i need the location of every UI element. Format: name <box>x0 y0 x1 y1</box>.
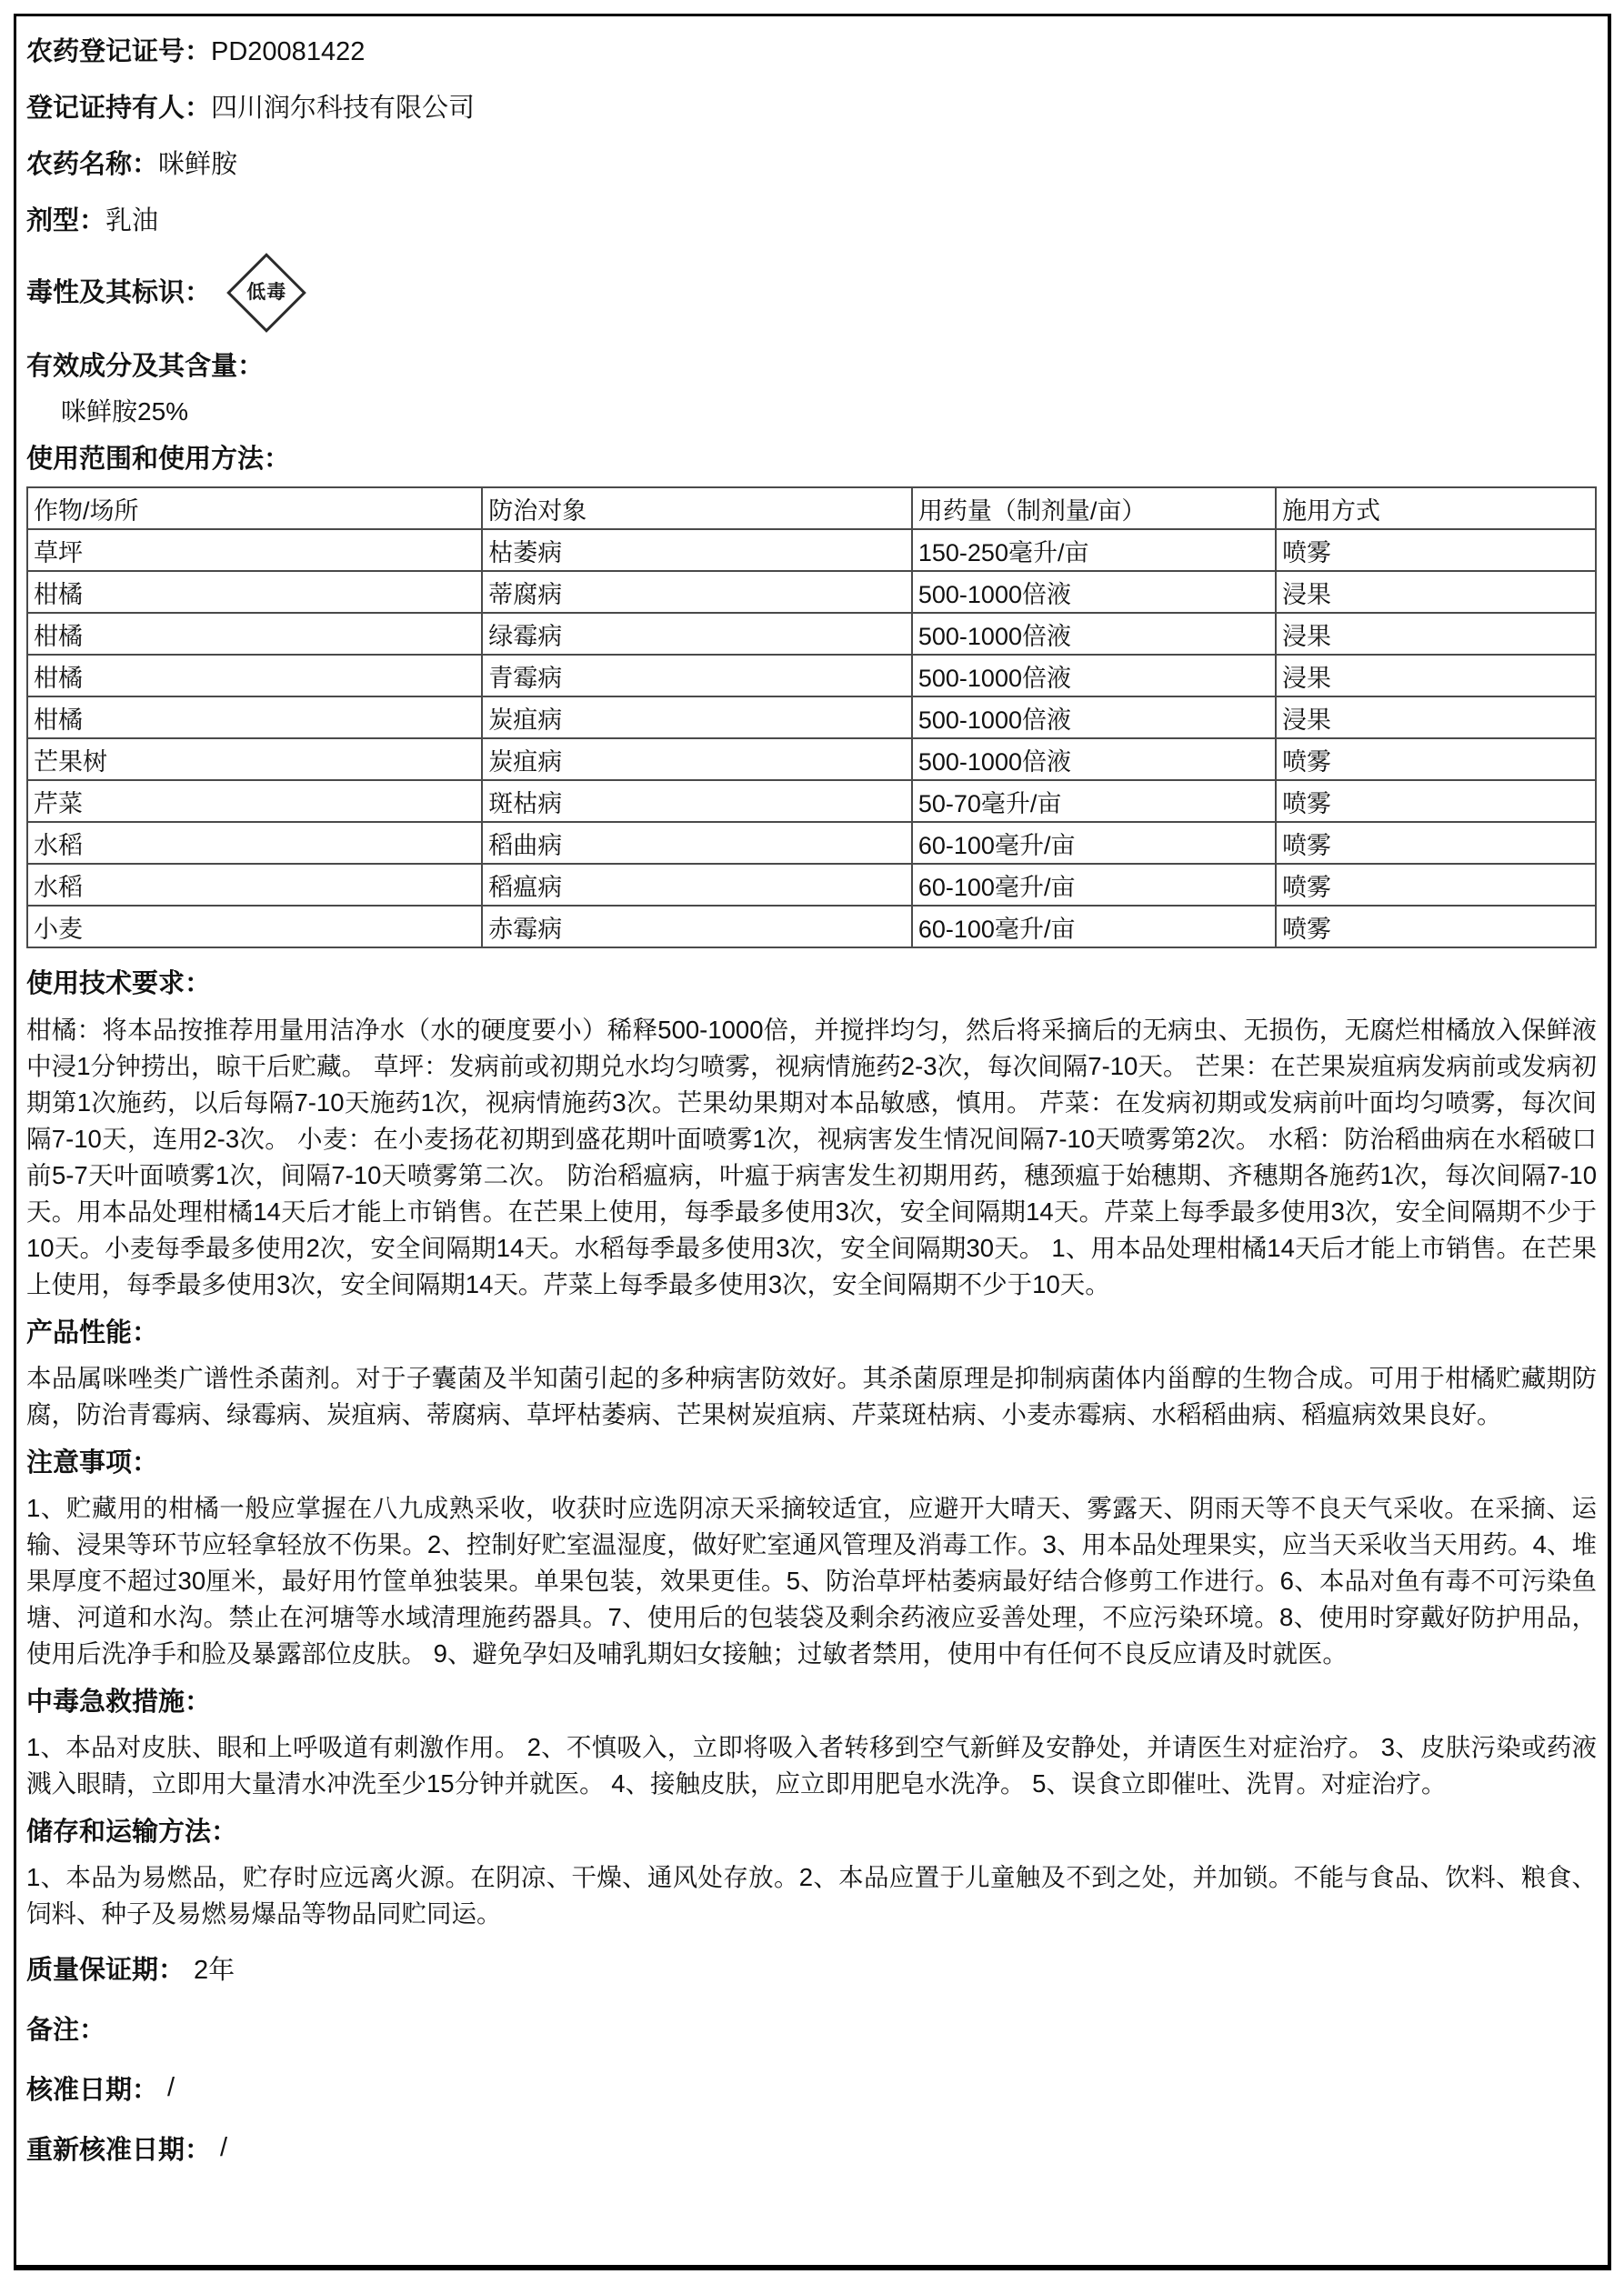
approval-date-label: 核准日期： <box>26 2075 159 2105</box>
reapproval-date-row <box>26 2118 1597 2178</box>
table-row <box>27 655 1596 696</box>
table-row <box>27 822 1596 864</box>
holder-label: 登记证持有人： <box>26 93 212 123</box>
precautions-text: 1、贮藏用的柑橘一般应掌握在八九成熟采收，收获时应选阴凉天采摘较适宜，应避开大晴天、雾露天、阴雨天等不良天气采收。在采摘、运输、浸果等环节应轻拿轻放不伤果。2、控制好贮室温湿度，做好贮室通风管理及消毒工作。3、用本品处理果实，应当天采收当天用药。4、堆果厚度不超过30厘米，最好用竹筐单独装果。单果包装，效果更佳。5、防治草坪枯萎病最好结合修剪工作进行。6、本品对鱼有毒不可污染鱼塘、河道和水沟。禁止在河塘等水域清理施药器具。7、使用后的包装袋及剩余药液应妥善处理，不应污染环境。8、使用时穿戴好防护用品，使用后洗净手和脸及暴露部位皮肤。 9、避免孕妇及哺乳期妇女接触；过敏者禁用，使用中有任何不良反应请及时就医。 <box>26 1493 1597 1668</box>
approval-date-value: / <box>167 2072 175 2102</box>
technical-requirements-text: 柑橘：将本品按推荐用量用洁净水（水的硬度要小）稀释500-1000倍，并搅拌均匀，然后将采摘后的无病虫、无损伤，无腐烂柑橘放入保鲜液中浸1分钟捞出，晾干后贮藏。 草坪：发病前或初期兑水均匀喷雾，视病情施药2-3次，每次间隔7-10天。 芒果：在芒果炭疽病发病前或发病初期第1次施药，以后每隔7-10天施药1次，视病情施药3次。芒果幼果期对本品敏感，慎用。 芹菜：在发病初期或发病前叶面均匀喷雾，每次间隔7-10天，连用2-3次。 小麦：在小麦扬花初期到盛花期叶面喷雾1次，视病害发生情况间隔7-10天喷雾第2次。 水稻：防治稻曲病在水稻破口前5-7天叶面喷雾1次，间隔7-10天喷雾第二次。 防治稻瘟病，叶瘟于病害发生初期用药，穗颈瘟于始穗期、齐穗期各施药1次，每次间隔7-10天。用本品处理柑橘14天后才能上市销售。在芒果上使用，每季最多使用3次，安全间隔期14天。芹菜上每季最多使用3次，安全间隔期不少于10天。小麦每季最多使用2次，安全间隔期14天。水稻每季最多使用3次，安全间隔期30天。 1、用本品处理柑橘14天后才能上市销售。在芒果上使用，每季最多使用3次，安全间隔期14天。芹菜上每季最多使用3次，安全间隔期不少于10天。 <box>26 1015 1597 1298</box>
reapproval-date-value: / <box>220 2132 228 2162</box>
cell-target: 蒂腐病 <box>482 571 912 613</box>
cell-crop: 水稻 <box>27 822 482 864</box>
usage-scope-heading: 使用范围和使用方法： <box>26 445 291 475</box>
cell-crop: 芒果树 <box>27 738 482 780</box>
product-performance-heading: 产品性能： <box>26 1317 159 1347</box>
registration-number-label: 农药登记证号： <box>26 36 212 66</box>
cell-method: 喷雾 <box>1276 906 1596 947</box>
table-row <box>27 906 1596 947</box>
cell-method: 浸果 <box>1276 696 1596 738</box>
cell-method: 浸果 <box>1276 655 1596 696</box>
col-header-method: 施用方式 <box>1276 487 1596 529</box>
table-row <box>27 696 1596 738</box>
cell-dosage: 500-1000倍液 <box>912 571 1276 613</box>
table-row <box>27 864 1596 906</box>
cell-method: 浸果 <box>1276 613 1596 655</box>
warranty-label: 质量保证期： <box>26 1955 185 1985</box>
cell-method: 喷雾 <box>1276 738 1596 780</box>
cell-target: 炭疽病 <box>482 738 912 780</box>
formulation-label: 剂型： <box>26 205 106 235</box>
cell-dosage: 60-100毫升/亩 <box>912 822 1276 864</box>
holder-row <box>26 80 1597 136</box>
cell-method: 喷雾 <box>1276 822 1596 864</box>
cell-dosage: 500-1000倍液 <box>912 696 1276 738</box>
remarks-label: 备注： <box>26 2015 106 2045</box>
toxicity-label: 毒性及其标识： <box>26 277 212 307</box>
cell-method: 浸果 <box>1276 571 1596 613</box>
storage-transport-text: 1、本品为易燃品，贮存时应远离火源。在阴凉、干燥、通风处存放。2、本品应置于儿童触及不到之处，并加锁。不能与食品、饮料、粮食、饲料、种子及易燃易爆品等物品同贮同运。 <box>26 1863 1597 1928</box>
cell-dosage: 500-1000倍液 <box>912 655 1276 696</box>
storage-transport-heading: 储存和运输方法： <box>26 1818 238 1848</box>
approval-date-row <box>26 2058 1597 2118</box>
table-row <box>27 571 1596 613</box>
technical-requirements-heading: 使用技术要求： <box>26 969 212 999</box>
cell-dosage: 150-250毫升/亩 <box>912 529 1276 571</box>
table-row <box>27 738 1596 780</box>
col-header-target: 防治对象 <box>482 487 912 529</box>
remarks-row <box>26 1998 1597 2058</box>
cell-target: 绿霉病 <box>482 613 912 655</box>
toxicity-badge-text: 低毒 <box>246 282 287 304</box>
cell-crop: 草坪 <box>27 529 482 571</box>
pesticide-name-row <box>26 136 1597 193</box>
table-row <box>27 780 1596 822</box>
first-aid-text: 1、本品对皮肤、眼和上呼吸道有刺激作用。 2、不慎吸入，立即将吸入者转移到空气新鲜及安静处，并请医生对症治疗。 3、皮肤污染或药液溅入眼睛，立即用大量清水冲洗至少15分钟并就医。 4、接触皮肤，应立即用肥皂水洗净。 5、误食立即催吐、洗胃。对症治疗。 <box>26 1733 1597 1798</box>
usage-table <box>26 486 1597 948</box>
cell-target: 斑枯病 <box>482 780 912 822</box>
usage-table-header-row <box>27 487 1596 529</box>
cell-target: 赤霉病 <box>482 906 912 947</box>
registration-number-row <box>26 24 1597 80</box>
cell-method: 喷雾 <box>1276 864 1596 906</box>
formulation-value: 乳油 <box>105 205 159 235</box>
col-header-dosage: 用药量（制剂量/亩） <box>912 487 1276 529</box>
cell-crop: 柑橘 <box>27 571 482 613</box>
cell-method: 喷雾 <box>1276 780 1596 822</box>
table-row <box>27 613 1596 655</box>
holder-value: 四川润尔科技有限公司 <box>211 93 476 123</box>
cell-crop: 柑橘 <box>27 696 482 738</box>
formulation-row <box>26 193 1597 249</box>
reapproval-date-label: 重新核准日期： <box>26 2135 212 2165</box>
col-header-crop: 作物/场所 <box>27 487 482 529</box>
registration-number-value: PD20081422 <box>211 36 366 66</box>
toxicity-row <box>26 249 1597 336</box>
cell-crop: 水稻 <box>27 864 482 906</box>
pesticide-label-document <box>14 14 1611 2270</box>
product-performance-text: 本品属咪唑类广谱性杀菌剂。对于子囊菌及半知菌引起的多种病害防效好。其杀菌原理是抑制病菌体内甾醇的生物合成。可用于柑橘贮藏期防腐，防治青霉病、绿霉病、炭疽病、蒂腐病、草坪枯萎病、芒果树炭疽病、芹菜斑枯病、小麦赤霉病、水稻稻曲病、稻瘟病效果良好。 <box>26 1363 1597 1428</box>
cell-target: 枯萎病 <box>482 529 912 571</box>
cell-target: 稻瘟病 <box>482 864 912 906</box>
cell-dosage: 60-100毫升/亩 <box>912 906 1276 947</box>
low-toxicity-diamond-icon <box>226 253 306 333</box>
cell-method: 喷雾 <box>1276 529 1596 571</box>
cell-crop: 芹菜 <box>27 780 482 822</box>
precautions-heading: 注意事项： <box>26 1448 159 1478</box>
warranty-row <box>26 1938 1597 1998</box>
cell-crop: 柑橘 <box>27 655 482 696</box>
cell-dosage: 60-100毫升/亩 <box>912 864 1276 906</box>
active-ingredient-value: 咪鲜胺25% <box>61 397 189 426</box>
cell-dosage: 50-70毫升/亩 <box>912 780 1276 822</box>
active-ingredient-heading: 有效成分及其含量： <box>26 352 265 381</box>
cell-target: 炭疽病 <box>482 696 912 738</box>
cell-crop: 小麦 <box>27 906 482 947</box>
cell-target: 稻曲病 <box>482 822 912 864</box>
first-aid-heading: 中毒急救措施： <box>26 1687 212 1717</box>
pesticide-name-label: 农药名称： <box>26 149 159 179</box>
cell-dosage: 500-1000倍液 <box>912 738 1276 780</box>
pesticide-name-value: 咪鲜胺 <box>158 149 238 179</box>
cell-dosage: 500-1000倍液 <box>912 613 1276 655</box>
warranty-value: 2年 <box>194 1955 236 1985</box>
cell-target: 青霉病 <box>482 655 912 696</box>
table-row <box>27 529 1596 571</box>
cell-crop: 柑橘 <box>27 613 482 655</box>
